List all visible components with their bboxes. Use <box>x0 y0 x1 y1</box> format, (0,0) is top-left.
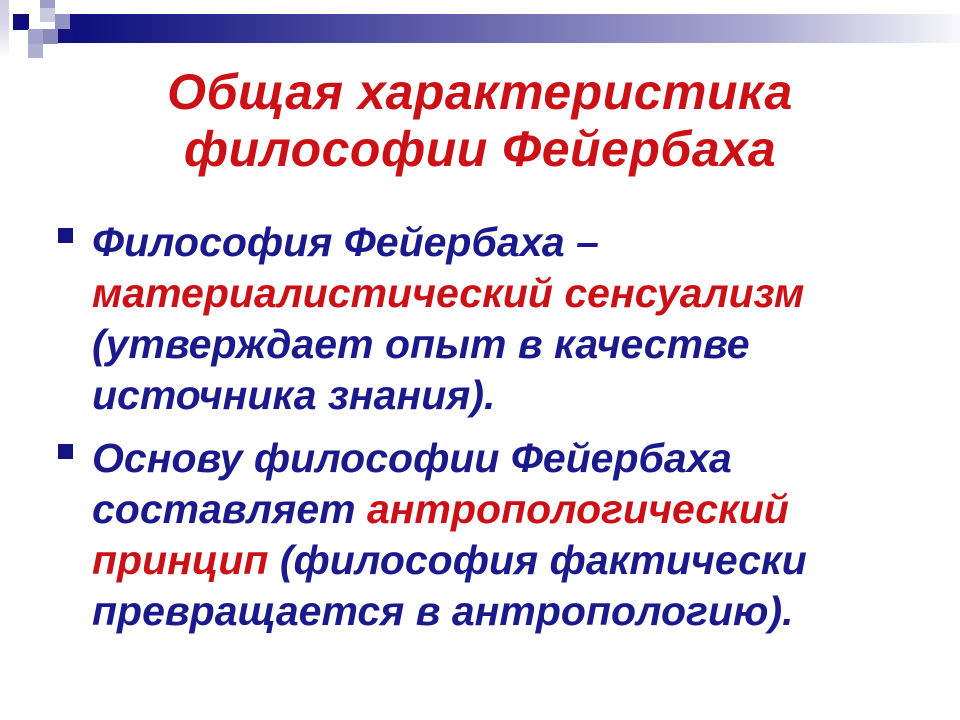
slide-title <box>0 64 960 178</box>
bullet-text <box>92 433 807 637</box>
bullet-item-2 <box>58 433 938 637</box>
bullet-text-line <box>92 268 804 319</box>
bullet-text-line <box>92 319 804 370</box>
text-segment-navy: (утверждает опыт в качестве <box>92 321 750 367</box>
bullet-text-line <box>92 370 804 421</box>
bullet-text-line <box>92 535 807 586</box>
text-segment-navy: (философия фактически <box>279 537 807 583</box>
deco-square <box>40 8 55 22</box>
bullet-text-line <box>92 217 804 268</box>
bullet-text-line <box>92 484 807 535</box>
deco-square <box>28 29 43 44</box>
bullet-list <box>58 217 938 649</box>
text-segment-navy: Философия Фейербаха – <box>92 219 599 265</box>
text-segment-navy: Основу философии Фейербаха <box>92 435 732 481</box>
deco-square <box>55 14 70 29</box>
deco-square <box>13 14 29 30</box>
bullet-text-line <box>92 586 807 637</box>
deco-left-strip <box>0 0 9 58</box>
bullet-item-1 <box>58 217 938 421</box>
deco-square <box>58 29 73 43</box>
text-segment-red: принцип <box>92 537 280 583</box>
text-segment-red: материалистический сенсуализм <box>92 270 805 316</box>
deco-gradient-bar <box>66 14 960 43</box>
text-segment-navy: источника знания). <box>92 372 496 418</box>
square-bullet-icon <box>58 444 73 459</box>
deco-square <box>43 29 58 44</box>
deco-square <box>28 44 43 58</box>
text-segment-navy: превращается в антропологию). <box>92 588 794 634</box>
square-bullet-icon <box>58 228 73 243</box>
bullet-text <box>92 217 804 421</box>
title-line-1: Общая характеристика <box>167 64 793 120</box>
deco-square <box>40 0 55 8</box>
title-line-2: философии Фейербаха <box>183 121 777 177</box>
text-segment-navy: составляет <box>92 486 367 532</box>
bullet-text-line <box>92 433 807 484</box>
text-segment-red: антропологический <box>366 486 789 532</box>
